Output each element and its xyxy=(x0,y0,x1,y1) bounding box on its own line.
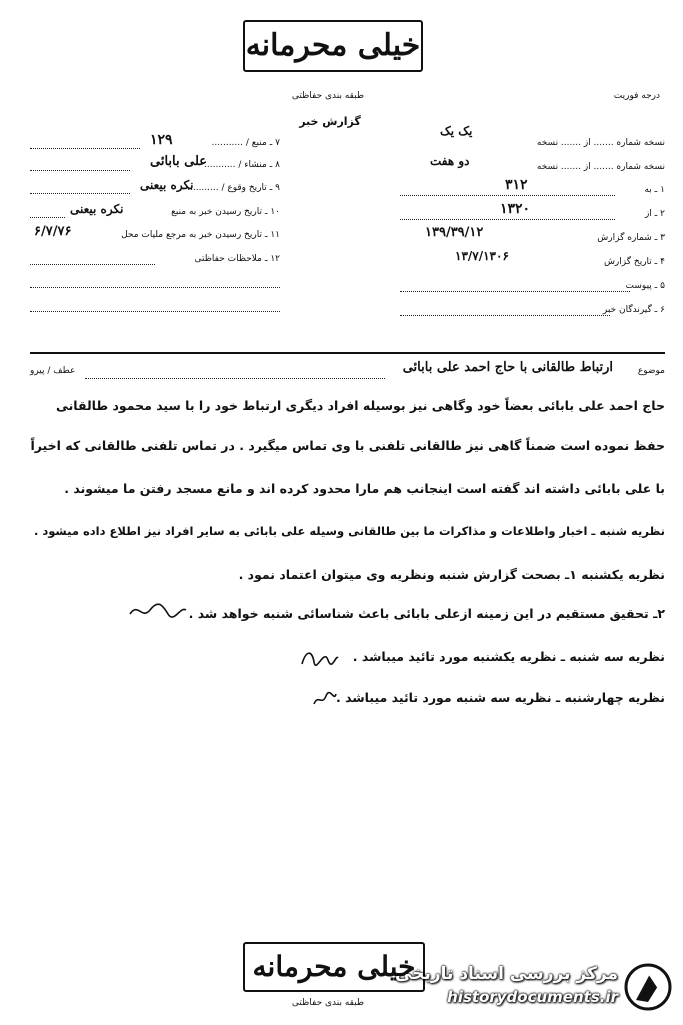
field-value: ۳۱۲ xyxy=(505,177,528,193)
bottom-classification-note: طبقه بندی حفاظتی xyxy=(291,998,365,1008)
body-line-6: ۲ـ تحقیق مستقیم در این زمینه ازعلی بابائی باعث شناسائی شنبه خواهد شد . xyxy=(188,606,665,621)
right-field-2 xyxy=(400,201,665,223)
section-divider xyxy=(30,352,665,354)
field-label: نسخه شماره ....... از ....... نسخه xyxy=(536,138,665,148)
top-classification-stamp: خیلی محرمانه xyxy=(243,20,423,72)
left-blank-line xyxy=(30,287,280,288)
page-reference-label: عطف / پیرو xyxy=(30,366,76,376)
signature-scribble xyxy=(310,688,338,710)
left-field-7 xyxy=(30,132,280,152)
bottom-classification-stamp: خیلی محرمانه xyxy=(243,942,425,992)
body-line-3: با علی بابائی داشته اند گفته است اینجانب هم مارا محدود کرده اند و مانع مسجد رفتن ما میشوند . xyxy=(64,481,665,496)
body-line-7: نظریه سه شنبه ـ نظریه یکشنبه مورد تائید میباشد . xyxy=(352,649,665,664)
field-label: ۴ ـ تاریخ گزارش xyxy=(603,257,665,267)
right-field-1 xyxy=(400,177,665,199)
field-value: ۱۳۲۰ xyxy=(500,201,531,217)
archive-logo-icon xyxy=(624,962,672,1012)
field-value: ۱۲۹ xyxy=(150,132,173,148)
subject-value: ارتباط طالقانی با حاج احمد علی بابائی xyxy=(402,360,613,375)
field-value: ۱۳/۷/۱۳۰۶ xyxy=(455,249,509,263)
body-line-8: نظریه چهارشنبه ـ نظریه سه شنبه مورد تائید میباشد . xyxy=(336,690,665,705)
right-field-copy-2 xyxy=(400,154,665,176)
subject-row xyxy=(30,360,665,384)
field-label: ۶ ـ گیرندگان خبر xyxy=(602,305,665,315)
left-field-10 xyxy=(30,202,280,221)
field-label: ۳ ـ شماره گزارش xyxy=(597,233,665,243)
subject-label: موضوع xyxy=(637,366,665,376)
field-value: علی بابائی xyxy=(150,154,208,169)
left-field-12 xyxy=(30,252,280,268)
signature-scribble xyxy=(298,646,340,670)
field-value: دو هفت xyxy=(430,154,470,168)
field-value: نکره بیعنی xyxy=(70,202,124,216)
body-line-2: حفظ نموده است ضمناً گاهی نیز طالقانی تلفنی با وی تماس میگیرد . در تماس تلفنی طالقانی که اخیراً xyxy=(30,438,665,453)
right-field-3 xyxy=(400,225,665,247)
field-label: ۱۱ ـ تاریخ رسیدن خبر به مرجع ملیات محل xyxy=(121,230,280,240)
left-field-11 xyxy=(30,224,280,244)
body-line-1: حاج احمد علی بابائی بعضاً خود وگاهی نیز بوسیله افراد دیگری ارتباط خود را با سید محمود طالقانی xyxy=(55,398,665,413)
watermark-url: historydocuments.ir xyxy=(447,988,618,1006)
field-label: ۷ ـ منبع / ........... xyxy=(211,138,280,148)
field-label: ۱ ـ به xyxy=(644,185,665,195)
top-classification-note: طبقه بندی حفاظتی xyxy=(291,91,365,101)
field-label: نسخه شماره ....... از ....... نسخه xyxy=(536,162,665,172)
field-label: ۵ ـ پیوست xyxy=(625,281,665,291)
right-field-copy-1 xyxy=(400,124,665,152)
right-field-4 xyxy=(400,249,665,271)
field-label: ۸ ـ منشاء / ........... xyxy=(204,160,280,170)
body-line-4: نظریه شنبه ـ اخبار واطلاعات و مذاکرات ما بین طالقانی وسیله علی بابائی به سایر افراد نیز اطلاع داده میشود . xyxy=(33,524,665,538)
left-field-9 xyxy=(30,178,280,197)
field-value: یک یک xyxy=(440,124,473,138)
field-label: ۱۲ ـ ملاحظات حفاظتی xyxy=(194,254,280,264)
watermark-title: مرکز بررسی اسناد تاریخی xyxy=(395,964,618,984)
body-line-5: نظریه یکشنبه ۱ـ بصحت گزارش شنبه ونظریه وی میتوان اعتماد نمود . xyxy=(238,567,665,582)
archive-watermark xyxy=(395,962,680,1014)
field-label: ۹ ـ تاریخ وقوع / ........... xyxy=(187,183,280,193)
left-field-8 xyxy=(30,154,280,174)
right-field-5 xyxy=(400,279,665,295)
right-field-6 xyxy=(400,303,665,319)
field-label: ۲ ـ از xyxy=(644,209,665,219)
priority-label: درجه فوریت xyxy=(613,91,660,101)
field-value: ۱۳۹/۳۹/۱۲ xyxy=(425,225,484,240)
report-title: گزارش خبر xyxy=(299,115,361,128)
field-value: ۶/۷/۷۶ xyxy=(34,224,72,239)
field-value: نکره بیعنی xyxy=(140,178,194,192)
signature-scribble xyxy=(128,600,188,622)
left-blank-line xyxy=(30,311,280,312)
field-label: ۱۰ ـ تاریخ رسیدن خبر به منبع xyxy=(171,207,280,217)
